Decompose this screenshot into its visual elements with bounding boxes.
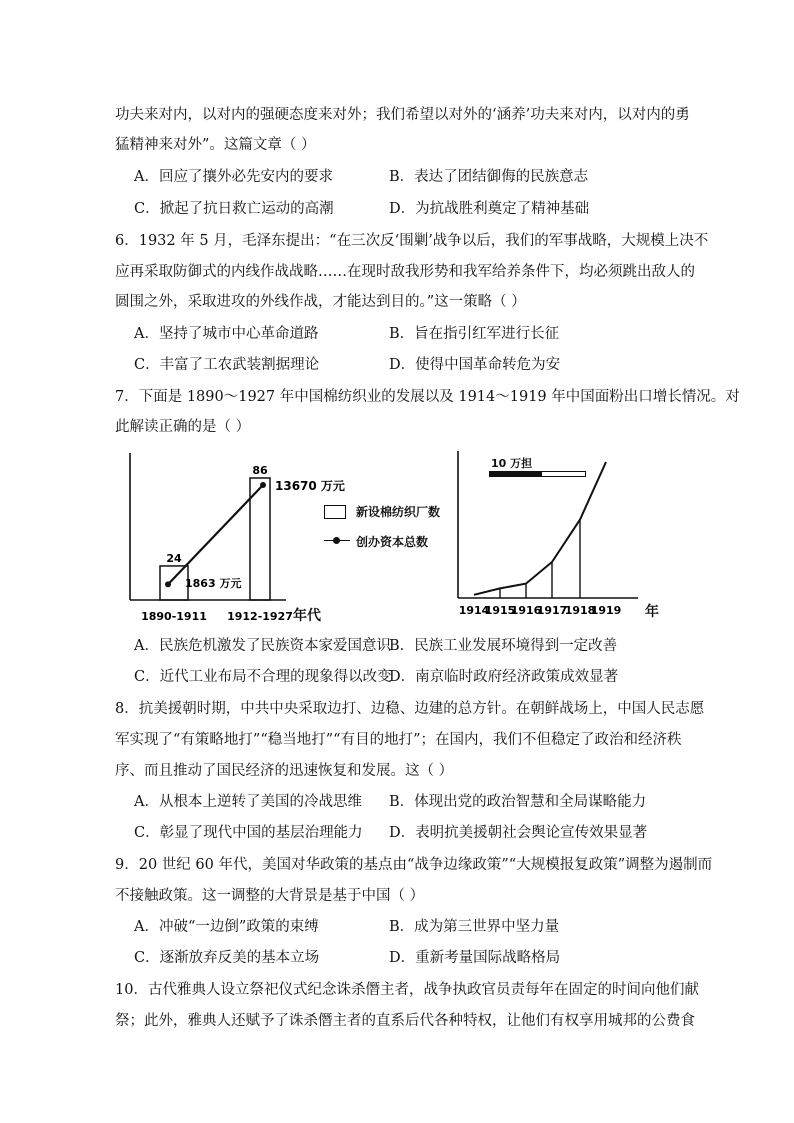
q7-stem-line-1: 7．下面是 1890～1927 年中国棉纺织业的发展以及 1914～1919 年中国面粉出口增长情况。对 [115,389,740,405]
q8-stem-line-2: 军实现了“有策略地打”“稳当地打”“有目的地打”；在国内，我们不但稳定了政治和经济秩 [115,732,682,748]
q8-option-d[interactable]: D．表明抗美援朝社会舆论宣传效果显著 [389,825,648,841]
x-tick-1916: 1916 [510,604,542,617]
q5-option-c[interactable]: C．掀起了抗日救亡运动的高潮 [134,201,334,217]
bar-label-1890-1911: 24 [166,551,182,565]
q10-stem-line-2: 祭；此外，雅典人还赋予了诛杀僭主者的直系后代各种特权，让他们有权享用城邦的公费食 [115,1013,695,1029]
q5-option-b[interactable]: B．表达了团结御侮的民族意志 [389,169,589,185]
chart2-scale-bar [489,471,586,477]
legend-bar-swatch [324,505,346,519]
q7-option-c[interactable]: C．近代工业布局不合理的现象得以改变 [134,669,392,685]
x-tick-1918: 1918 [564,604,596,617]
capital-label-1890-1911: 1863 万元 [185,577,242,591]
q5-stem-line-2: 猛精神来对外”。这篇文章（ ） [115,137,316,153]
q9-stem-line-2: 不接触政策。这一调整的大背景是基于中国（ ） [115,888,425,904]
capital-point-1912-1927 [260,482,266,488]
q9-option-a[interactable]: A．冲破“一边倒”政策的束缚 [134,919,319,935]
x-tick-1914: 1914 [458,604,490,617]
q9-option-c[interactable]: C．逐渐放弃反美的基本立场 [134,950,320,966]
q8-stem-line-3: 序、而且推动了国民经济的迅速恢复和发展。这（ ） [115,763,454,779]
q7-option-b[interactable]: B．民族工业发展环境得到一定改善 [389,638,618,654]
x-tick-1917: 1917 [536,604,568,617]
q7-stem-line-2: 此解读正确的是（ ） [115,419,251,435]
q6-stem-line-2: 应再采取防御式的内线作战战略……在现时敌我形势和我军给养条件下，均必须跳出敌人的 [115,264,695,280]
q6-option-c[interactable]: C．丰富了工农武装割据理论 [134,357,320,373]
q6-stem-line-3: 圆围之外，采取进攻的外线作战，才能达到目的。”这一策略（ ） [115,294,526,310]
legend-line-label: 创办资本总数 [356,535,429,549]
capital-point-1890-1911 [165,581,171,587]
x-tick-1912-1927: 1912-1927 [227,610,293,623]
q7-option-a[interactable]: A．民族危机激发了民族资本家爱国意识 [134,638,391,654]
bar-1890-1911 [160,566,188,600]
x-tick-1919: 1919 [590,604,622,617]
q8-option-a[interactable]: A．从根本上逆转了美国的冷战思维 [134,794,362,810]
q7-option-d[interactable]: D．南京临时政府经济政策成效显著 [389,669,619,685]
q6-stem-line-1: 6．1932 年 5 月，毛泽东提出：“在三次反‘围剿’战争以后，我们的军事战略，大规模上决不 [115,233,709,249]
cotton-textile-chart [118,448,346,628]
q10-stem-line-1: 10．古代雅典人设立祭祀仪式纪念诛杀僭主者，战争执政官员责每年在固定的时间向他们献 [115,982,699,998]
q9-stem-line-1: 9．20 世纪 60 年代，美国对华政策的基点由“战争边缘政策”“大规模报复政策”调整为遏制而 [115,857,713,873]
capital-line [168,485,263,584]
chart1-x-label: 年代 [293,608,321,624]
legend-line-dot [333,537,340,544]
q8-stem-line-1: 8．抗美援朝时期，中共中央采取边打、边稳、边建的总方针。在朝鲜战场上，中国人民志愿 [115,701,705,717]
q9-option-b[interactable]: B．成为第三世界中坚力量 [389,919,560,935]
flour-export-line [474,462,606,595]
legend-bar-label: 新设棉纺织厂数 [356,505,441,519]
q8-option-b[interactable]: B．体现出党的政治智慧和全局谋略能力 [389,794,647,810]
x-tick-1915: 1915 [484,604,516,617]
x-tick-1890-1911: 1890-1911 [141,610,207,623]
q6-option-a[interactable]: A．坚持了城市中心革命道路 [134,326,319,342]
q9-option-d[interactable]: D．重新考量国际战略格局 [389,950,561,966]
q5-stem-line-1: 功夫来对内，以对内的强硬态度来对外；我们希望以对外的‘涵养’功夫来对内，以对内的勇 [115,107,690,123]
q5-option-d[interactable]: D．为抗战胜利奠定了精神基础 [389,201,590,217]
capital-label-1912-1927: 13670 万元 [275,479,345,494]
q6-option-b[interactable]: B．旨在指引红军进行长征 [389,326,560,342]
chart2-x-label: 年 [645,604,659,620]
q6-option-d[interactable]: D．使得中国革命转危为安 [389,357,561,373]
bar-label-1912-1927: 86 [252,464,268,477]
q8-option-c[interactable]: C．彰显了现代中国的基层治理能力 [134,825,363,841]
chart2-scale-label: 10 万担 [491,457,533,470]
q5-option-a[interactable]: A．回应了攘外必先安内的要求 [134,169,333,185]
